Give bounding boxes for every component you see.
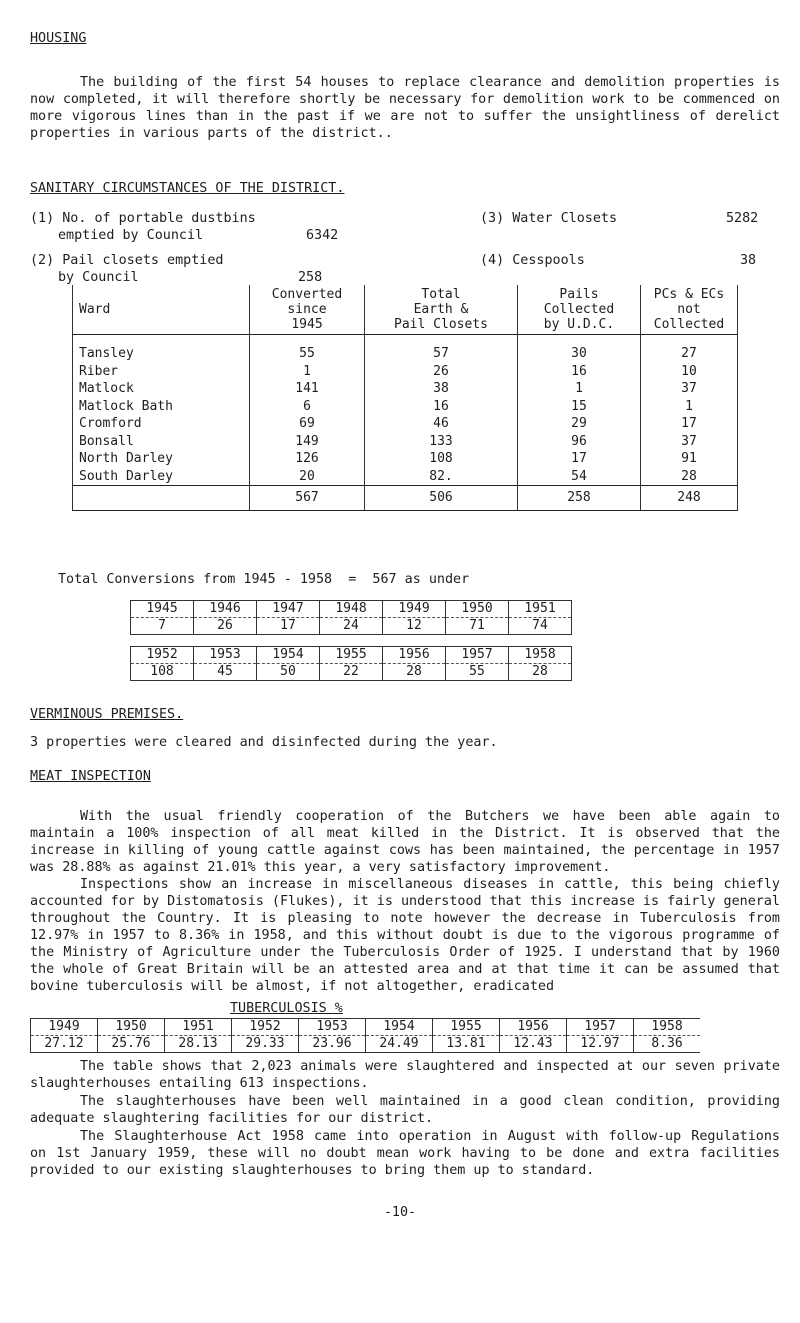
total-converted: 567 [250,486,365,511]
value-cell: 17 [257,618,320,635]
ward-row-tansley [73,345,738,363]
tuberculosis-table [30,1018,700,1053]
totals-label [73,486,250,511]
tuberculosis-values-row [31,1036,701,1053]
value-cell: 12.43 [500,1036,567,1053]
ward-row-matlock [73,380,738,398]
ward-pails-collected: 30 [518,345,641,363]
ward-total-closets: 133 [365,433,518,451]
ward-pails-collected: 29 [518,415,641,433]
year-cell: 1957 [567,1019,634,1036]
year-cell: 1951 [165,1019,232,1036]
ward-pails-collected: 54 [518,468,641,486]
ward-not-collected: 37 [641,380,738,398]
sanitary-item-4-value: 38 [740,253,757,268]
ward-pails-collected: 17 [518,450,641,468]
value-cell: 45 [194,664,257,681]
ward-row-matlock-bath [73,398,738,416]
ward-total-closets: 46 [365,415,518,433]
ward-not-collected: 17 [641,415,738,433]
conversions-years-row-1 [131,601,572,618]
conversions-years-row-2 [131,647,572,664]
year-cell: 1952 [131,647,194,664]
sanitary-item-2-label2: by Council [58,270,139,285]
ward-pails-collected: 15 [518,398,641,416]
total-closets: 506 [365,486,518,511]
ward-row-cromford [73,415,738,433]
year-cell: 1949 [31,1019,98,1036]
year-cell: 1958 [509,647,572,664]
value-cell: 24.49 [366,1036,433,1053]
ward-name: Bonsall [73,433,250,451]
year-cell: 1951 [509,601,572,618]
value-cell: 22 [320,664,383,681]
ward-header-ward: Ward [73,285,250,335]
value-cell: 108 [131,664,194,681]
year-cell: 1953 [299,1019,366,1036]
ward-converted: 1 [250,363,365,381]
ward-header-pails-collected: Pails Collected by U.D.C. [518,285,641,335]
year-cell: 1957 [446,647,509,664]
slaughter-paragraph-3: The Slaughterhouse Act 1958 came into operation in August with follow-up Regulations on 1st January 1959, these will no doubt mean work having to be done and extra facilities provided to our existing slaughterhouses to bring them up to standard. [30,1129,780,1178]
conversions-caption: Total Conversions from 1945 - 1958 = 567 as under [58,572,470,587]
year-cell: 1949 [383,601,446,618]
year-cell: 1946 [194,601,257,618]
year-cell: 1947 [257,601,320,618]
page-number: -10- [383,1205,417,1220]
ward-name: North Darley [73,450,250,468]
value-cell: 55 [446,664,509,681]
vermin-heading: VERMINOUS PREMISES. [30,707,184,722]
ward-pails-collected: 16 [518,363,641,381]
value-cell: 12 [383,618,446,635]
sanitary-item-1-label2: emptied by Council [58,228,204,243]
ward-not-collected: 10 [641,363,738,381]
year-cell: 1952 [232,1019,299,1036]
ward-converted: 6 [250,398,365,416]
ward-total-closets: 26 [365,363,518,381]
value-cell: 74 [509,618,572,635]
slaughter-paragraph-2: The slaughterhouses have been well maintained in a good clean condition, providing adequate slaughtering facilities for our district. [30,1094,780,1126]
value-cell: 28.13 [165,1036,232,1053]
meat-heading: MEAT INSPECTION [30,769,151,784]
ward-row-bonsall [73,433,738,451]
value-cell: 50 [257,664,320,681]
ward-total-closets: 16 [365,398,518,416]
ward-row-south-darley [73,468,738,486]
ward-name: Cromford [73,415,250,433]
ward-header-converted: Converted since 1945 [250,285,365,335]
ward-not-collected: 1 [641,398,738,416]
ward-header-not-collected: PCs & ECs not Collected [641,285,738,335]
sanitary-item-2-value: 258 [298,270,323,285]
year-cell: 1955 [433,1019,500,1036]
ward-row-riber [73,363,738,381]
sanitary-item-3-label: (3) Water Closets [480,211,618,226]
sanitary-item-1-label1: (1) No. of portable dustbins [30,211,256,226]
year-cell: 1954 [257,647,320,664]
value-cell: 26 [194,618,257,635]
year-cell: 1945 [131,601,194,618]
year-cell: 1956 [383,647,446,664]
ward-totals-row [73,486,738,511]
ward-not-collected: 91 [641,450,738,468]
ward-converted: 20 [250,468,365,486]
ward-not-collected: 27 [641,345,738,363]
sanitary-item-2-label1: (2) Pail closets emptied [30,253,224,268]
ward-not-collected: 28 [641,468,738,486]
conversions-values-row-2 [131,664,572,681]
ward-total-closets: 108 [365,450,518,468]
ward-converted: 69 [250,415,365,433]
sanitary-item-3-value: 5282 [726,211,759,226]
conversions-table-1952-1958 [130,646,572,681]
total-not-collected: 248 [641,486,738,511]
value-cell: 8.36 [634,1036,701,1053]
year-cell: 1954 [366,1019,433,1036]
ward-name: Matlock Bath [73,398,250,416]
ward-not-collected: 37 [641,433,738,451]
value-cell: 12.97 [567,1036,634,1053]
vermin-text: 3 properties were cleared and disinfected during the year. [30,735,498,750]
housing-heading: HOUSING [30,31,87,46]
sanitary-item-4-label: (4) Cesspools [480,253,585,268]
ward-name: Matlock [73,380,250,398]
housing-paragraph: The building of the first 54 houses to replace clearance and demolition properties is now completed, it will therefore shortly be necessary for demolition work to be commenced on more vigorous lines than in the past if we are not to suffer the unsightliness of derelict properties in various parts of the district.. [30,75,780,141]
ward-converted: 126 [250,450,365,468]
value-cell: 71 [446,618,509,635]
ward-total-closets: 57 [365,345,518,363]
ward-converted: 141 [250,380,365,398]
tuberculosis-caption: TUBERCULOSIS % [230,1001,343,1016]
value-cell: 13.81 [433,1036,500,1053]
value-cell: 28 [509,664,572,681]
ward-pails-collected: 96 [518,433,641,451]
ward-name: Riber [73,363,250,381]
ward-pails-collected: 1 [518,380,641,398]
value-cell: 25.76 [98,1036,165,1053]
ward-converted: 55 [250,345,365,363]
ward-table-header-row [73,285,738,335]
value-cell: 24 [320,618,383,635]
value-cell: 28 [383,664,446,681]
year-cell: 1953 [194,647,257,664]
ward-total-closets: 82. [365,468,518,486]
year-cell: 1958 [634,1019,701,1036]
value-cell: 29.33 [232,1036,299,1053]
year-cell: 1956 [500,1019,567,1036]
sanitary-heading: SANITARY CIRCUMSTANCES OF THE DISTRICT. [30,181,345,196]
value-cell: 23.96 [299,1036,366,1053]
ward-total-closets: 38 [365,380,518,398]
meat-paragraph-1: With the usual friendly cooperation of the Butchers we have been able again to maintain a 100% inspection of all meat killed in the District. It is observed that the increase in killing of young cattle against cows has been maintained, the percentage in 1957 was 28.88% as against 21.01% this year, a very satisfactory improvement. [30,809,780,875]
tuberculosis-years-row [31,1019,701,1036]
value-cell: 7 [131,618,194,635]
meat-paragraph-2: Inspections show an increase in miscellaneous diseases in cattle, this being chiefly accounted for by Distomatosis (Flukes), it is understood that this increase is fairly general throughout the Country. It is pleasing to note however the decrease in Tuberculosis from 12.97% in 1957 to 8.36% in 1958, and this without doubt is due to the vigorous programme of the Ministry of Agriculture under the Tuberculosis Order of 1925. I understand that by 1960 the whole of Great Britain will be an attested area and at that time it can be assumed that bovine tuberculosis will be almost, if not altogether, eradicated [30,877,780,994]
ward-converted: 149 [250,433,365,451]
ward-table [72,285,738,511]
year-cell: 1948 [320,601,383,618]
year-cell: 1950 [446,601,509,618]
year-cell: 1955 [320,647,383,664]
value-cell: 27.12 [31,1036,98,1053]
conversions-values-row-1 [131,618,572,635]
slaughter-paragraph-1: The table shows that 2,023 animals were slaughtered and inspected at our seven private slaughterhouses entailing 613 inspections. [30,1059,780,1091]
year-cell: 1950 [98,1019,165,1036]
sanitary-item-1-value: 6342 [306,228,339,243]
ward-name: South Darley [73,468,250,486]
ward-row-north-darley [73,450,738,468]
ward-name: Tansley [73,345,250,363]
ward-header-total-closets: Total Earth & Pail Closets [365,285,518,335]
conversions-table-1945-1951 [130,600,572,635]
total-pails-collected: 258 [518,486,641,511]
